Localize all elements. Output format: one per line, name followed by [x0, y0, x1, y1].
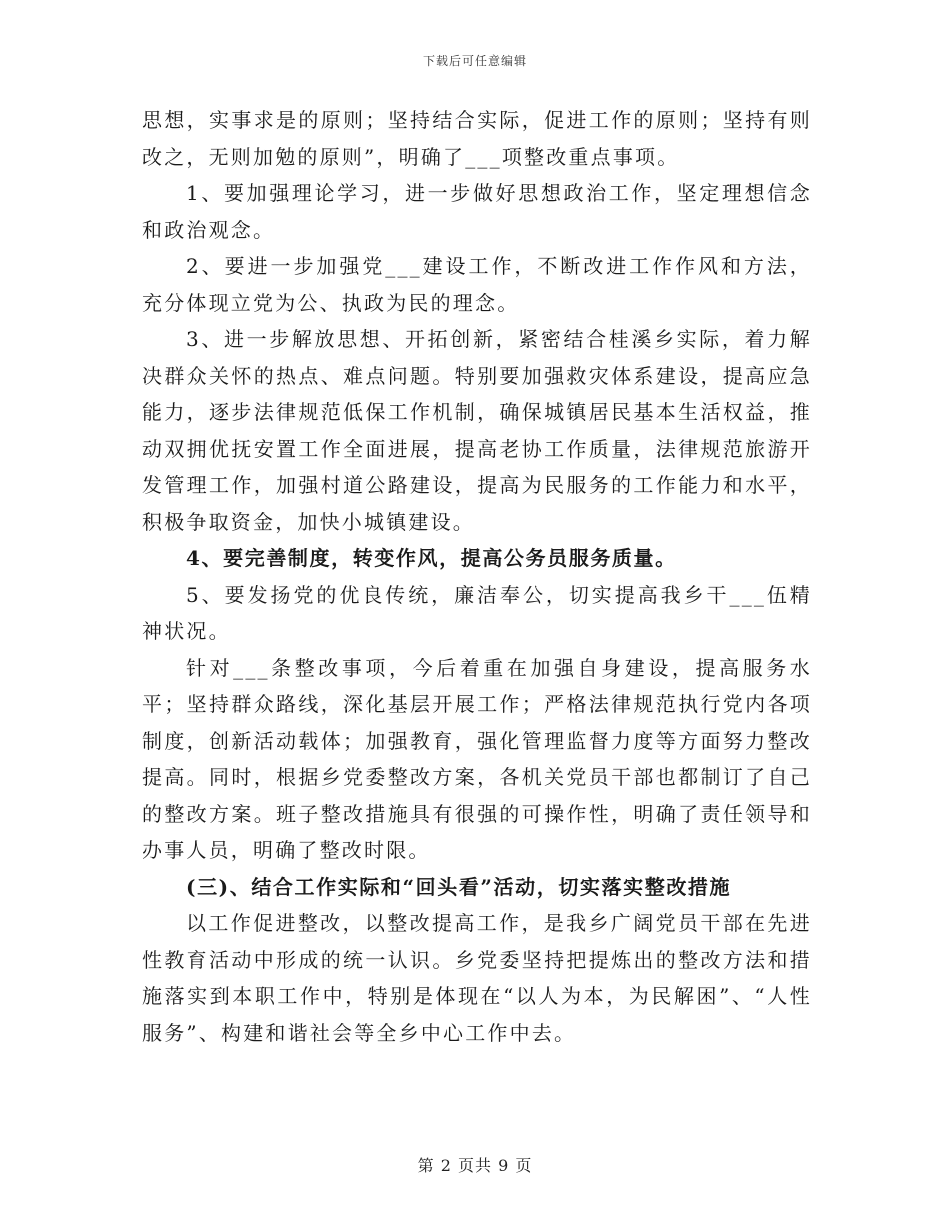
paragraph-rectification-summary: 针对___条整改事项，今后着重在加强自身建设，提高服务水平；坚持群众路线，深化基层开展工作；严格法律规范执行党内各项制度，创新活动载体；加强教育，强化管理监督力度等方面努力整改提高。同时，根据乡党委整改方案，各机关党员干部也都制订了自己的整改方案。班子整改措施具有很强的可操作性，明确了责任领导和办事人员，明确了整改时限。 [142, 655, 812, 862]
paragraph-continuation: 思想，实事求是的原则；坚持结合实际，促进工作的原则；坚持有则改之，无则加勉的原则”，明确了___项整改重点事项。 [142, 108, 812, 169]
paragraph-item-5: 5、要发扬党的优良传统，廉洁奉公，切实提高我乡干___伍精神状况。 [142, 582, 812, 643]
page-header: 下载后可任意编辑 [422, 54, 527, 68]
paragraph-item-3: 3、进一步解放思想、开拓创新，紧密结合桂溪乡实际，着力解决群众关怀的热点、难点问题。特别要加强救灾体系建设，提高应急能力，逐步法律规范低保工作机制，确保城镇居民基本生活权益，推动双拥优抚安置工作全面进展，提高老协工作质量，法律规范旅游开发管理工作，加强村道公路建设，提高为民服务的工作能力和水平，积极争取资金，加快小城镇建设。 [142, 327, 812, 534]
page-number: 第 2 页共 9 页 [417, 1156, 533, 1175]
paragraph-item-1: 1、要加强理论学习，进一步做好思想政治工作，坚定理想信念和政治观念。 [142, 181, 812, 242]
paragraph-item-2: 2、要进一步加强党___建设工作，不断改进工作作风和方法，充分体现立党为公、执政为民的理念。 [142, 254, 812, 315]
document-body [142, 102, 812, 1051]
paragraph-item-4-bold: 4、要完善制度，转变作风，提高公务员服务质量。 [186, 546, 677, 570]
paragraph-work-promotion: 以工作促进整改，以整改提高工作，是我乡广阔党员干部在先进性教育活动中形成的统一认识。乡党委坚持把提炼出的整改方法和措施落实到本职工作中，特别是体现在“以人为本，为民解困”、“人性服务”、构建和谐社会等全乡中心工作中去。 [142, 911, 812, 1045]
section-heading-3: (三)、结合工作实际和“回头看”活动，切实落实整改措施 [186, 874, 732, 899]
